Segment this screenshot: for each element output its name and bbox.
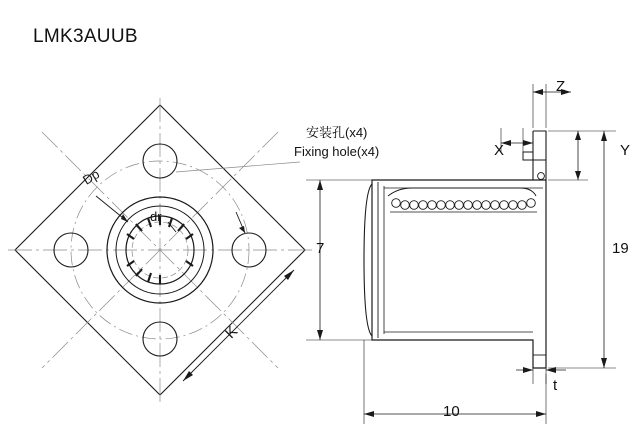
dim-t-arrow-left	[523, 367, 533, 373]
dim-10-label: 10	[443, 403, 460, 420]
dim-y-label: Y	[620, 142, 631, 159]
dp-arrow	[121, 214, 128, 222]
dim-y-arrow-bottom	[575, 171, 581, 180]
fixing-hole-label-cn: 安装孔(x4)	[306, 125, 368, 140]
hole-leader-arrow	[239, 226, 245, 233]
dim-7-label: 7	[316, 240, 325, 257]
dim-x-label: X	[494, 142, 505, 159]
part-number-title: LMK3AUUB	[33, 26, 138, 47]
dim-z-arrow-left	[533, 89, 543, 95]
dim-y-arrow-top	[575, 131, 581, 140]
retainer-curve	[388, 188, 536, 196]
dim-7-arrow-top	[317, 180, 323, 190]
dim-7-arrow-bottom	[317, 330, 323, 340]
dim-19-arrow-bottom	[601, 358, 607, 368]
k-dimension-line	[183, 270, 294, 381]
flange-top-step	[533, 131, 546, 160]
fixing-hole-label-en: Fixing hole(x4)	[294, 144, 380, 159]
fixing-hole-note-leader	[176, 162, 300, 172]
dim-x-arrow-right	[523, 140, 533, 146]
k-label: K	[222, 322, 242, 343]
ball-row	[392, 199, 536, 210]
flange-notch	[523, 152, 533, 160]
dim-19-label: 19	[612, 240, 629, 257]
dim-10-arrow-left	[364, 411, 374, 417]
dim-z-label: Z	[556, 78, 566, 95]
dr-label: dr	[150, 209, 162, 224]
dim-t-label: t	[553, 377, 558, 394]
body-outline	[372, 180, 546, 368]
dim-19-arrow-top	[601, 131, 607, 141]
flange-front-view	[8, 98, 312, 402]
left-end-curve	[364, 184, 372, 336]
dp-label: Dp	[80, 166, 103, 188]
dim-10-arrow-right	[536, 411, 546, 417]
groove-detail-circle	[538, 173, 545, 180]
